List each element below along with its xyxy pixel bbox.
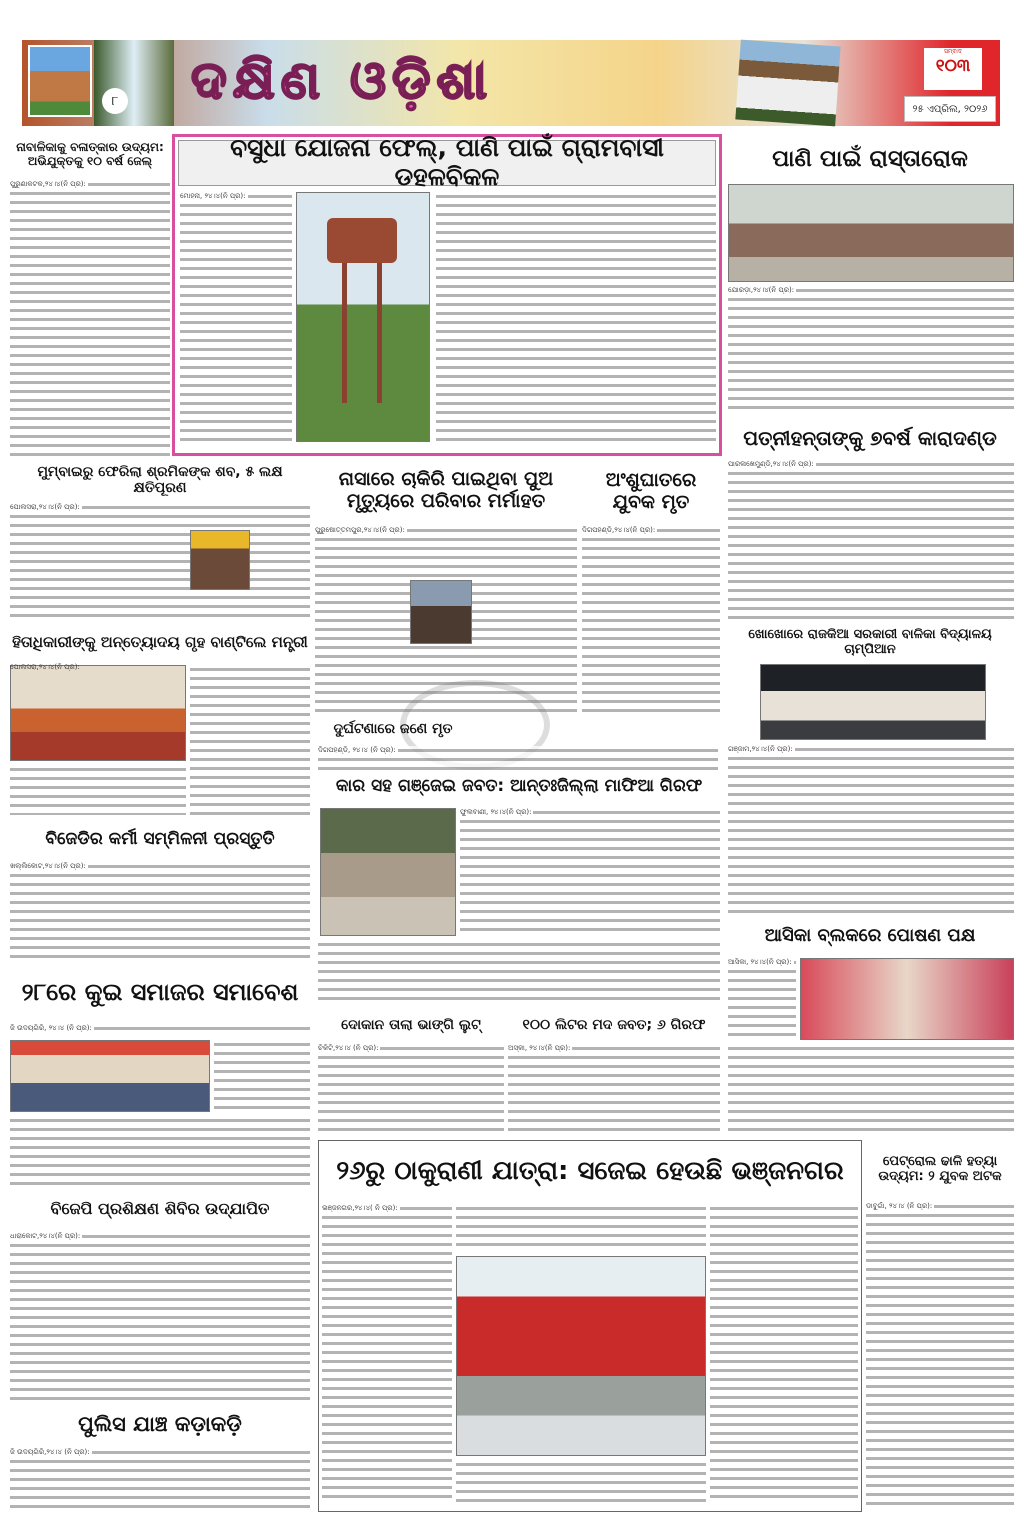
article-body	[10, 1116, 310, 1186]
article-body	[10, 180, 170, 458]
article-body	[456, 1204, 706, 1252]
headline-antyodaya-houses: ହିତାଧିକାରୀଙ୍କୁ ଅନ୍ତ୍ୟୋଦୟ ଗୃହ ବାଣ୍ଟିଲେ ମନ୍ତ୍ରୀ	[12, 633, 308, 652]
article-body	[728, 1044, 1014, 1136]
article-body	[180, 192, 292, 447]
headline-ganja-seized: କାର ସହ ଗଞ୍ଜେଇ ଜବତ: ଆନ୍ତଃଜିଲ୍ଲା ମାଫିଆ ଗିରଫ	[335, 776, 703, 797]
article-body	[318, 940, 720, 1006]
article-body	[866, 1202, 1014, 1510]
temple-photo	[28, 45, 92, 117]
headline-bjd-convention: ବିଜେଡିର କର୍ମୀ ସମ୍ମିଳନୀ ପ୍ରସ୍ତୁତି	[45, 829, 275, 850]
article-body	[436, 192, 716, 447]
headline-shop-burglary: ଦୋକାନ ତାଲା ଭାଙ୍ଗି ଲୁଟ୍	[341, 1016, 481, 1033]
article-body	[728, 958, 796, 1040]
article-body	[190, 665, 310, 815]
article-body	[10, 862, 310, 964]
waterfall-photo	[94, 40, 174, 126]
monastery-photo	[735, 40, 840, 127]
headline-vasudha-scheme: ବସୁଧା ଯୋଜନା ଫେଲ୍, ପାଣି ପାଇଁ ଗ୍ରାମବାସୀ ଡହଳବିକଳ	[178, 140, 716, 186]
anniversary-badge: ସମ୍ବାଦ ୧୦୩	[924, 48, 982, 90]
road-blockade-photo	[728, 184, 1014, 282]
seized-car-photo	[320, 808, 456, 936]
headline-thakurani-yatra: ୨୬ରୁ ଠାକୁରାଣୀ ଯାତ୍ରା: ସଜେଇ ହେଉଛି ଭଞ୍ଜନଗର	[336, 1156, 844, 1187]
article-body	[10, 765, 186, 815]
article-body	[728, 745, 1014, 915]
article-body	[456, 1460, 706, 1506]
khokho-team-photo	[760, 664, 986, 740]
page-number: ୮	[102, 88, 128, 114]
deceased-portrait	[410, 580, 472, 644]
water-tank-photo	[296, 192, 430, 442]
article-body	[322, 1204, 452, 1504]
headline-police-checking: ପୁଲିସ ଯାଞ୍ଚ କଡ଼ାକଡ଼ି	[78, 1411, 242, 1436]
worker-portrait	[190, 530, 250, 590]
article-body	[508, 1044, 720, 1132]
masthead-title: ଦକ୍ଷିଣ ଓଡ଼ିଶା	[190, 51, 494, 111]
bhanjanagar-temple-photo	[456, 1256, 706, 1456]
headline-kui-samaj-rally: ୨୮ରେ କୁଇ ସମାଜର ସମାବେଶ	[21, 978, 299, 1007]
headline-nasa-son-death: ନାସାରେ ଚାକିରି ପାଇଥିବା ପୁଅ ମୃତ୍ୟୁରେ ପରିବାର ମର୍ମାହତ	[338, 468, 554, 512]
article-body	[460, 808, 720, 936]
headline-sunstroke-death: ଅଂଶୁଘାତରେ ଯୁବକ ମୃତ	[605, 469, 697, 513]
article-body	[318, 1044, 504, 1132]
headline-petrol-attack: ପେଟ୍ରୋଲ ଢାଳି ହତ୍ୟା ଉଦ୍ୟମ: ୨ ଯୁବକ ଅଟକ	[878, 1154, 1002, 1184]
headline-minor-rape-sentence: ନାବାଳିକାକୁ ବଳାତ୍କାର ଉଦ୍ୟମ: ଅଭିଯୁକ୍ତକୁ ୧୦ ବର୍ଷ ଜେଲ୍	[16, 140, 164, 168]
article-body	[582, 526, 720, 712]
issue-date: ୨୫ ଏପ୍ରିଲ, ୨୦୨୬	[904, 96, 996, 122]
kui-samaj-meeting-photo	[10, 1040, 210, 1112]
article-body	[728, 286, 1014, 414]
minister-event-photo	[10, 665, 186, 761]
headline-wife-killer-sentenced: ପତ୍ନୀହନ୍ତାଙ୍କୁ ୭ବର୍ଷ କାରାଦଣ୍ଡ	[743, 425, 997, 450]
headline-worker-body: ମୁମ୍ବାଇରୁ ଫେରିଲା ଶ୍ରମିକଙ୍କ ଶବ, ୫ ଲକ୍ଷ କ୍ଷତିପୂରଣ	[37, 463, 283, 496]
article-body	[10, 1232, 310, 1402]
headline-accident-death: ଦୁର୍ଘଟଣାରେ ଜଣେ ମୃତ	[333, 720, 453, 737]
headline-road-blockade: ପାଣି ପାଇଁ ରାସ୍ତାରୋକ	[772, 145, 968, 172]
nutrition-event-photo	[800, 958, 1014, 1040]
headline-khokho-champion: ଖୋଖୋରେ ରାଜକିଆ ସରକାରୀ ବାଳିକା ବିଦ୍ୟାଳୟ ଚାମ୍ପିଆନ	[748, 627, 992, 657]
headline-liquor-seized: ୧୦୦ ଲିଟର ମଦ ଜବତ; ୬ ଗିରଫ	[522, 1016, 706, 1033]
headline-nutrition-fortnight: ଆସିକା ବ୍ଲକରେ ପୋଷଣ ପକ୍ଷ	[764, 924, 976, 946]
article-body	[728, 460, 1014, 620]
masthead	[22, 40, 1000, 126]
article-body	[214, 1040, 310, 1112]
article-body	[10, 503, 310, 623]
article-body	[10, 1448, 310, 1510]
article-body	[710, 1204, 858, 1504]
headline-bjp-training-camp: ବିଜେପି ପ୍ରଶିକ୍ଷଣ ଶିବିର ଉଦ୍ଯାପିତ	[50, 1198, 270, 1218]
